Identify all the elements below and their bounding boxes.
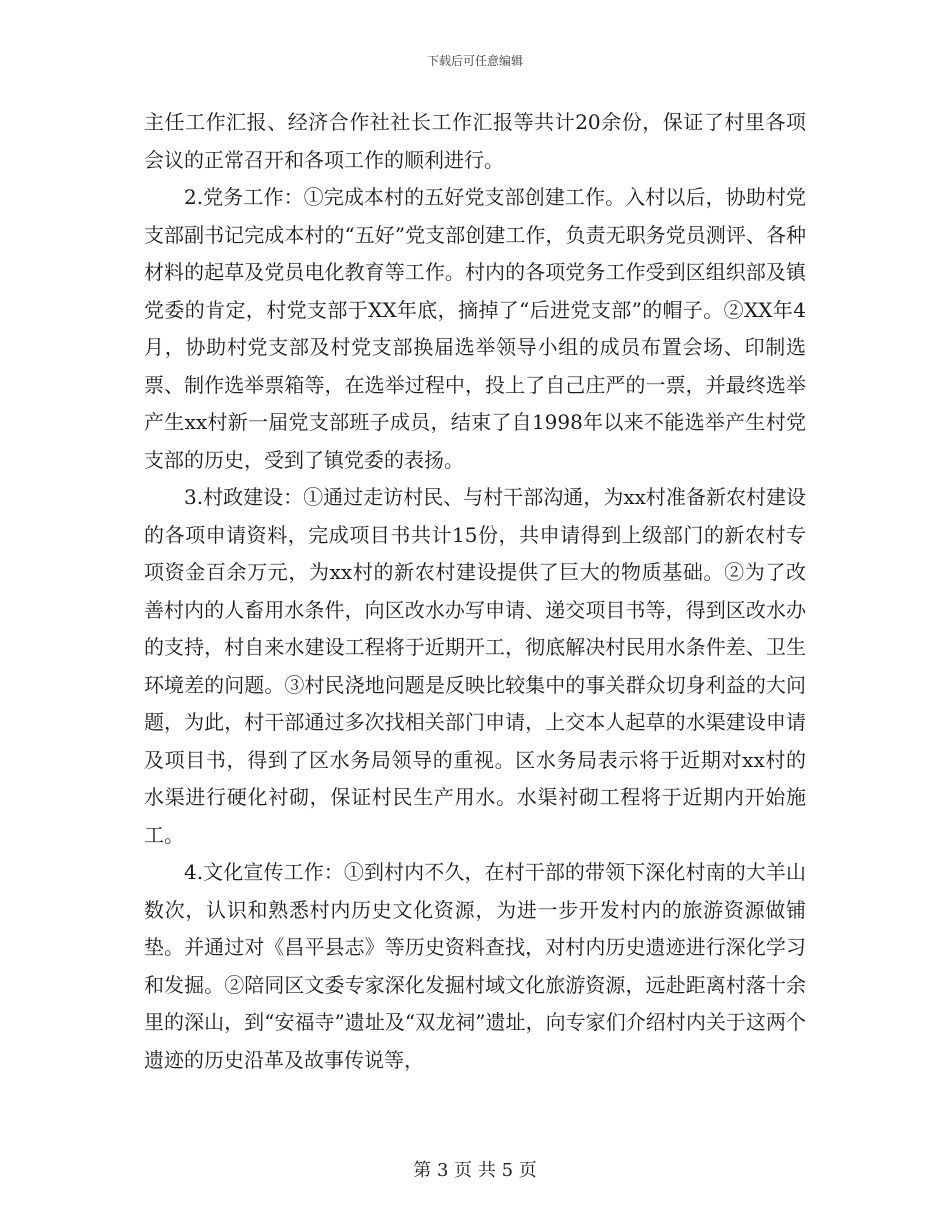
paragraph-continuation: 主任工作汇报、经济合作社社长工作汇报等共计20余份，保证了村里各项会议的正常召开和各项工作的顺利进行。 — [144, 110, 806, 172]
document-body — [144, 104, 806, 1079]
paragraph-village-construction: 3.村政建设：①通过走访村民、与村干部沟通，为xx村准备新农村建设的各项申请资料，完成项目书共计15份，共申请得到上级部门的新农村专项资金百余万元，为xx村的新农村建设提供了巨大的物质基础。②为了改善村内的人畜用水条件，向区改水办写申请、递交项目书等，得到区改水办的支持，村自来水建设工程将于近期开工，彻底解决村民用水条件差、卫生环境差的问题。③村民浇地问题是反映比较集中的事关群众切身利益的大问题，为此，村干部通过多次找相关部门申请，上交本人起草的水渠建设申请及项目书，得到了区水务局领导的重视。区水务局表示将于近期对xx村的水渠进行硬化衬砌，保证村民生产用水。水渠衬砌工程将于近期内开始施工。 — [144, 485, 806, 847]
paragraph-party-work: 2.党务工作：①完成本村的五好党支部创建工作。入村以后，协助村党支部副书记完成本村的“五好”党支部创建工作，负责无职务党员测评、各种材料的起草及党员电化教育等工作。村内的各项党务工作受到区组织部及镇党委的肯定，村党支部于XX年底，摘掉了“后进党支部”的帽子。②XX年4月，协助村党支部及村党支部换届选举领导小组的成员布置会场、印制选票、制作选举票箱等，在选举过程中，投上了自己庄严的一票，并最终选举产生xx村新一届党支部班子成员，结束了自1998年以来不能选举产生村党支部的历史，受到了镇党委的表扬。 — [144, 185, 806, 472]
paragraph-culture-promotion: 4.文化宣传工作：①到村内不久，在村干部的带领下深化村南的大羊山数次，认识和熟悉村内历史文化资源，为进一步开发村内的旅游资源做铺垫。并通过对《昌平县志》等历史资料查找，对村内历史遗迹进行深化学习和发掘。②陪同区文委专家深化发掘村域文化旅游资源，远赴距离村落十余里的深山，到“安福寺”遗址及“双龙祠”遗址，向专家们介绍村内关于这两个遗迹的历史沿革及故事传说等， — [144, 860, 806, 1072]
page-number: 第 3 页 共 5 页 — [413, 1160, 537, 1181]
page-header: 下载后可任意编辑 — [426, 54, 523, 68]
